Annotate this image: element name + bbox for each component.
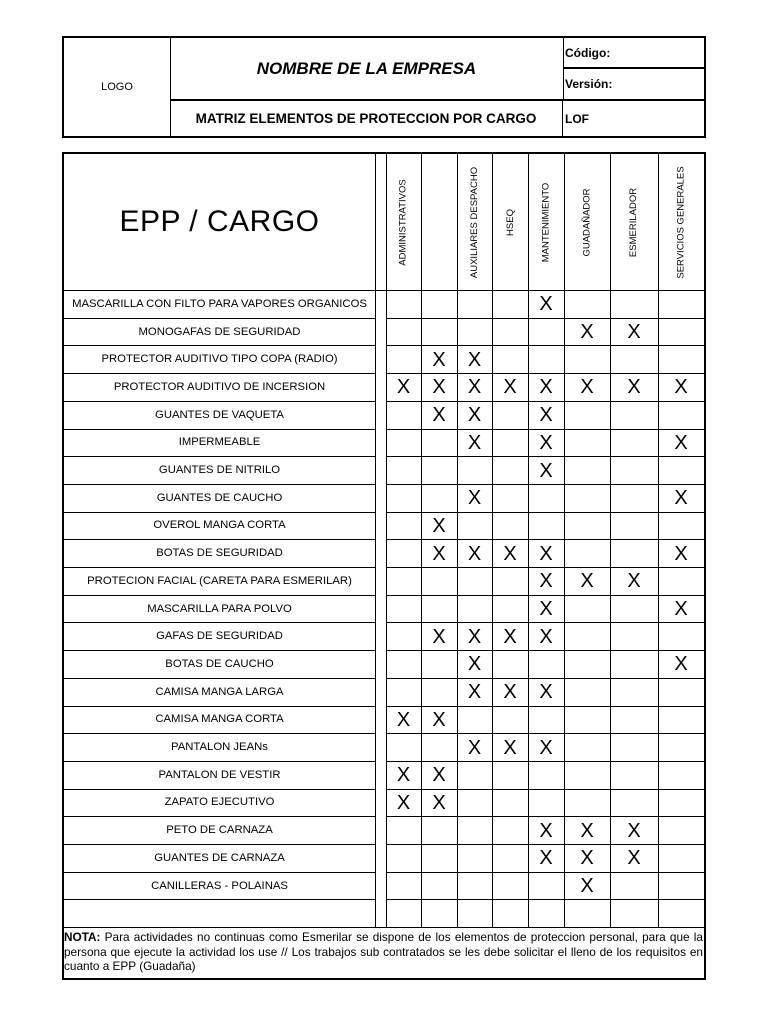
column-header xyxy=(610,154,658,290)
column-header-label: AUXILIARES DESPACHO xyxy=(469,166,480,278)
x-mark: X xyxy=(539,847,553,870)
row-item-label: BOTAS DE CAUCHO xyxy=(165,657,274,670)
x-mark: X xyxy=(467,487,482,510)
row-item-label xyxy=(64,899,375,927)
x-mark: X xyxy=(539,736,553,759)
row-item-label: ZAPATO EJECUTIVO xyxy=(164,796,275,809)
row-divider xyxy=(64,927,704,928)
row-item-label: PROTECTOR AUDITIVO TIPO COPA (RADIO) xyxy=(101,353,338,366)
x-mark: X xyxy=(467,736,482,759)
x-mark: X xyxy=(539,376,553,399)
x-mark: X xyxy=(627,570,641,593)
x-mark: X xyxy=(467,542,482,565)
x-mark: X xyxy=(503,542,517,565)
x-mark: X xyxy=(467,653,482,676)
version-label: Versión: xyxy=(565,77,613,91)
row-divider xyxy=(386,899,704,900)
x-mark: X xyxy=(539,542,553,565)
lof-label: LOF xyxy=(563,99,704,136)
x-mark: X xyxy=(674,653,688,676)
x-mark: X xyxy=(539,431,553,454)
logo-placeholder: LOGO xyxy=(64,38,171,136)
row-item-label: CAMISA MANGA LARGA xyxy=(155,685,284,698)
x-mark: X xyxy=(539,570,553,593)
x-mark: X xyxy=(580,819,594,842)
column-header-label: HSEQ xyxy=(504,208,516,236)
x-mark: X xyxy=(467,431,482,454)
column-header xyxy=(457,154,492,290)
x-mark: X xyxy=(580,847,594,870)
column-header-label: SERVICIOS GENERALES xyxy=(675,165,687,279)
document-header xyxy=(62,36,706,138)
row-item-label: PETO DE CARNAZA xyxy=(166,824,273,837)
note-text: Para actividades no continuas como Esmerilar se dispone de los elementos de proteccion personal, para que la persona que ejecute la actividad los use // Los trabajos sub contratados se les debe solicitar el lleno de los requisitos en cuanto a EPP (Guadaña) xyxy=(64,930,703,973)
x-mark: X xyxy=(539,681,553,704)
x-mark: X xyxy=(627,376,641,399)
x-mark: X xyxy=(396,791,411,814)
column-header xyxy=(564,154,610,290)
x-mark: X xyxy=(432,514,446,537)
x-mark: X xyxy=(539,625,553,648)
row-item-label: PANTALON JEANs xyxy=(171,741,268,754)
row-item-label: OVEROL MANGA CORTA xyxy=(153,519,286,532)
row-item-label: GAFAS DE SEGURIDAD xyxy=(156,630,283,643)
x-mark: X xyxy=(539,819,553,842)
x-mark: X xyxy=(674,598,688,621)
x-mark: X xyxy=(432,376,446,399)
document-title: MATRIZ ELEMENTOS DE PROTECCION POR CARGO xyxy=(170,99,563,136)
epp-matrix-table xyxy=(62,152,706,980)
x-mark: X xyxy=(432,625,446,648)
x-mark: X xyxy=(627,321,641,344)
row-item-label: CANILLERAS - POLAINAS xyxy=(151,879,288,892)
x-mark: X xyxy=(467,625,482,648)
row-item-label: GUANTES DE NITRILO xyxy=(158,464,281,477)
x-mark: X xyxy=(674,431,688,454)
note-label: NOTA: xyxy=(64,930,101,944)
column-header xyxy=(528,154,564,290)
x-mark: X xyxy=(503,681,517,704)
row-item-label: IMPERMEABLE xyxy=(178,436,261,449)
x-mark: X xyxy=(432,764,446,787)
x-mark: X xyxy=(580,321,594,344)
row-item-label: GUANTES DE VAQUETA xyxy=(155,408,284,421)
row-item-label: GUANTES DE CAUCHO xyxy=(156,491,283,504)
row-item-label: PANTALON DE VESTIR xyxy=(158,768,281,781)
row-item-label: PROTECTOR AUDITIVO DE INCERSION xyxy=(113,380,326,393)
x-mark: X xyxy=(674,487,688,510)
column-header xyxy=(421,154,457,290)
x-mark: X xyxy=(627,847,641,870)
x-mark: X xyxy=(396,764,411,787)
column-header xyxy=(386,154,421,290)
company-name: NOMBRE DE LA EMPRESA xyxy=(170,38,564,99)
row-item-label: MASCARILLA CON FILTO PARA VAPORES ORGANICOS xyxy=(72,297,367,310)
column-header-label: GUADAÑADOR xyxy=(581,187,593,257)
x-mark: X xyxy=(432,708,446,731)
column-header-label: ADMINISTRATIVOS xyxy=(398,178,410,266)
column-header xyxy=(658,154,704,290)
x-mark: X xyxy=(467,376,482,399)
x-mark: X xyxy=(580,570,594,593)
row-item-label: BOTAS DE SEGURIDAD xyxy=(156,547,283,560)
x-mark: X xyxy=(539,293,553,316)
x-mark: X xyxy=(432,542,446,565)
x-mark: X xyxy=(467,681,482,704)
row-item-label: PROTECION FACIAL (CARETA PARA ESMERILAR) xyxy=(87,574,352,587)
x-mark: X xyxy=(396,708,411,731)
x-mark: X xyxy=(503,625,517,648)
x-mark: X xyxy=(432,404,446,427)
x-mark: X xyxy=(674,376,688,399)
x-mark: X xyxy=(503,376,517,399)
double-divider-line xyxy=(375,154,376,927)
x-mark: X xyxy=(539,598,553,621)
x-mark: X xyxy=(674,542,688,565)
x-mark: X xyxy=(432,348,446,371)
row-item-label: GUANTES DE CARNAZA xyxy=(154,851,285,864)
x-mark: X xyxy=(467,348,482,371)
column-header xyxy=(492,154,528,290)
row-item-label: MONOGAFAS DE SEGURIDAD xyxy=(138,325,301,338)
x-mark: X xyxy=(539,459,553,482)
x-mark: X xyxy=(580,376,594,399)
epp-cargo-title: EPP / CARGO xyxy=(119,205,320,238)
row-item-label: MASCARILLA PARA POLVO xyxy=(147,602,292,615)
note-paragraph xyxy=(64,924,704,974)
x-mark: X xyxy=(467,404,482,427)
column-header-label: ESMERILADOR xyxy=(628,187,640,257)
column-header-label: MANTENIMIENTO xyxy=(540,182,552,262)
x-mark: X xyxy=(539,404,553,427)
x-mark: X xyxy=(627,819,641,842)
x-mark: X xyxy=(432,791,446,814)
x-mark: X xyxy=(503,736,517,759)
x-mark: X xyxy=(580,875,594,898)
codigo-label: Código: xyxy=(563,38,704,69)
x-mark: X xyxy=(396,376,411,399)
row-item-label: CAMISA MANGA CORTA xyxy=(155,713,284,726)
